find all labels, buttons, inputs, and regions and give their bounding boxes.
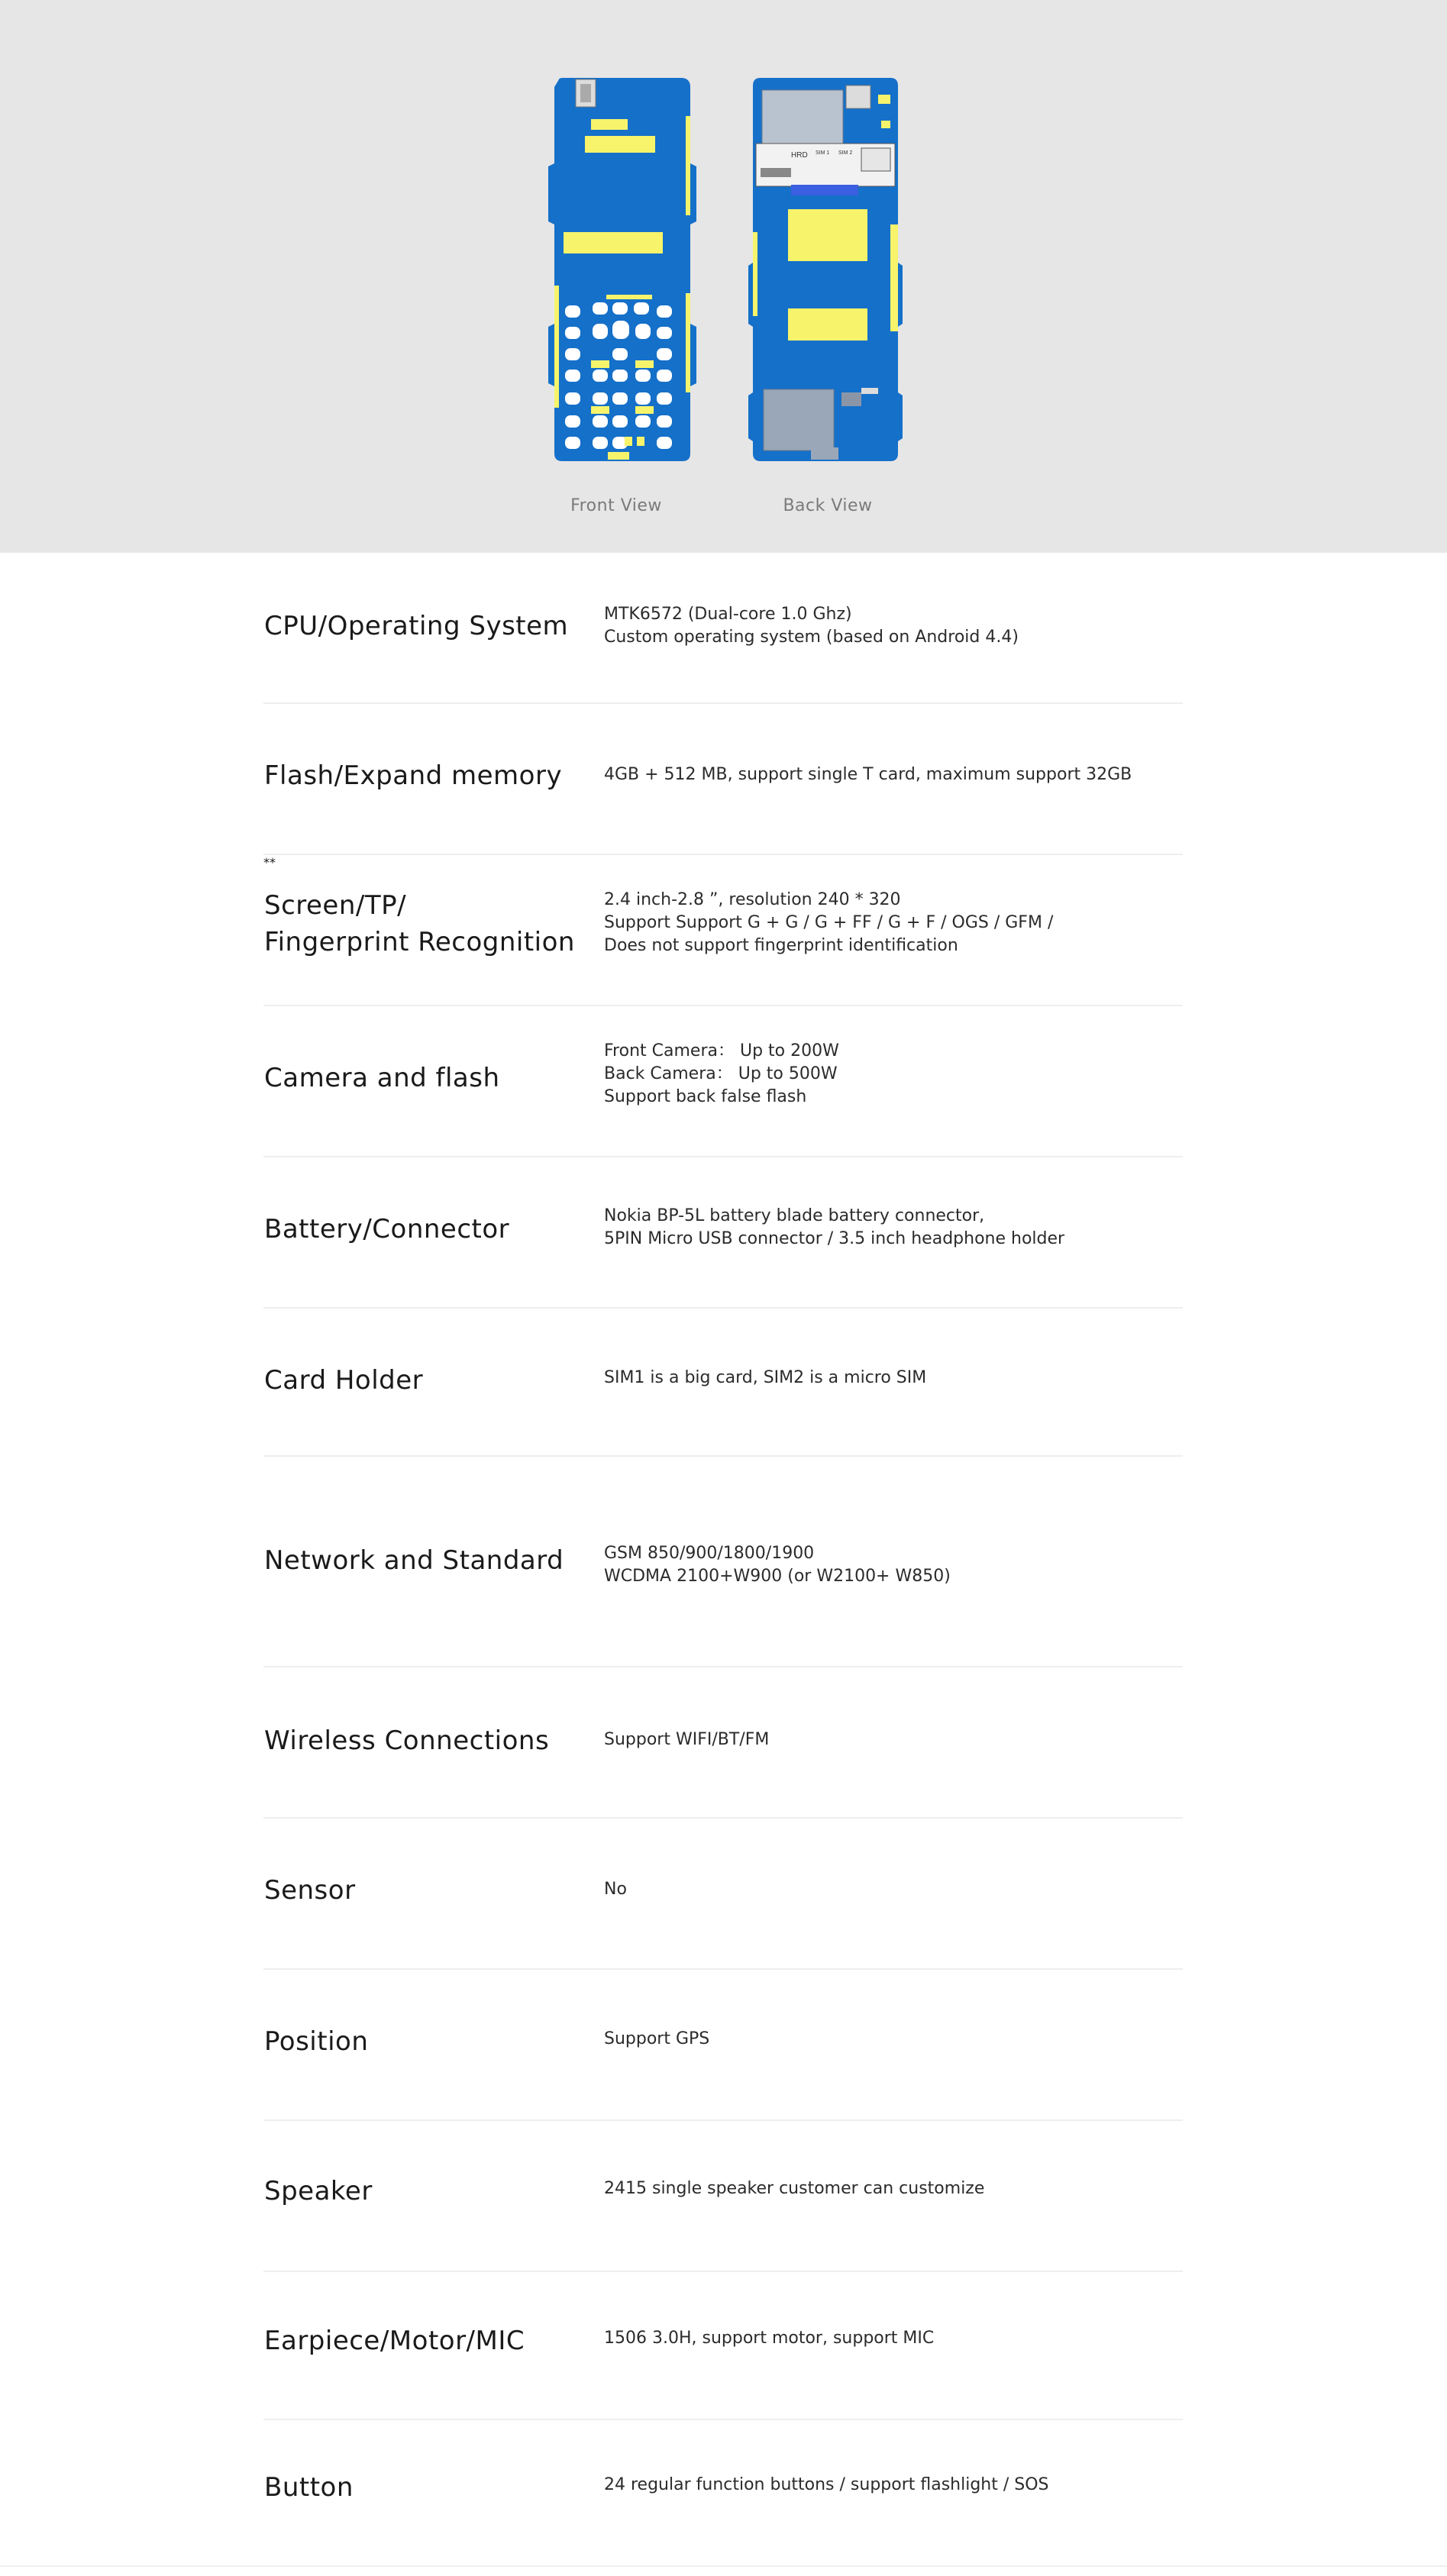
spec-row-position	[263, 1970, 1183, 2121]
back-board-image	[747, 72, 904, 466]
spec-row-speaker	[263, 2121, 1183, 2272]
spec-label: CPU/Operating System	[264, 611, 569, 641]
bottom-divider	[0, 2565, 1447, 2567]
spec-row-earpiece	[263, 2272, 1183, 2420]
spec-row-wireless	[263, 1667, 1183, 1819]
spec-value: Support WIFI/BT/FM	[604, 1730, 770, 1749]
spec-table	[0, 553, 1447, 2576]
back-board-text: SIM 2	[838, 150, 853, 156]
front-view-caption: Front View	[570, 496, 662, 515]
spec-label: Card Holder	[264, 1365, 424, 1396]
spec-value: No	[604, 1880, 627, 1899]
spec-label: Earpiece/Motor/MIC	[264, 2326, 525, 2356]
spec-value: MTK6572 (Dual-core 1.0 Ghz) Custom operating system (based on Android 4.4)	[604, 605, 1019, 647]
spec-label: Position	[264, 2026, 369, 2057]
spec-row-button	[263, 2420, 1183, 2567]
spec-value: 1506 3.0H, support motor, support MIC	[604, 2329, 935, 2348]
spec-value: SIM1 is a big card, SIM2 is a micro SIM	[604, 1368, 927, 1387]
spec-label: Battery/Connector	[264, 1214, 510, 1244]
spec-label: Camera and flash	[264, 1063, 500, 1093]
spec-value: 4GB + 512 MB, support single T card, maximum support 32GB	[604, 765, 1132, 784]
spec-label: Wireless Connections	[264, 1725, 550, 1756]
spec-label: Speaker	[264, 2176, 373, 2206]
hero-banner	[0, 0, 1447, 553]
spec-value: Nokia BP-5L battery blade battery connector, 5PIN Micro USB connector / 3.5 inch headphone holder	[604, 1206, 1065, 1248]
spec-row-screen: Screen/TP/ Fingerprint Recognition ** 2.4 inch-2.8 ”, resolution 240 * 320 Support Support G + G / G + FF / G + F / OGS / GFM / Does not support fingerprint identification	[263, 855, 1183, 1006]
spec-row-cpu	[263, 553, 1183, 704]
spec-row-network	[263, 1458, 1183, 1667]
spec-label: Sensor	[264, 1875, 356, 1906]
spec-row-memory	[263, 704, 1183, 855]
spec-value: GSM 850/900/1800/1900 WCDMA 2100+W900 (or W2100+ W850)	[604, 1544, 951, 1586]
front-board-image	[544, 72, 701, 466]
spec-row-card-holder	[263, 1309, 1183, 1457]
back-board-text: HRD	[791, 151, 808, 160]
spec-value: Support GPS	[604, 2029, 710, 2048]
spec-label: Network and Standard	[264, 1545, 564, 1576]
back-view-caption: Back View	[783, 496, 873, 515]
spec-label: Screen/TP/ Fingerprint Recognition	[264, 890, 575, 957]
spec-value: 2415 single speaker customer can customize	[604, 2179, 985, 2198]
spec-value: 2.4 inch-2.8 ”, resolution 240 * 320 Support Support G + G / G + FF / G + F / OGS / GFM / Does not support fingerprint identification	[604, 890, 1054, 955]
spec-value: 24 regular function buttons / support flashlight / SOS	[604, 2475, 1049, 2494]
spec-label: Flash/Expand memory	[264, 760, 563, 791]
spec-row-battery	[263, 1157, 1183, 1309]
spec-value: Front Camera： Up to 200W Back Camera： Up to 500W Support back false flash	[604, 1041, 839, 1106]
spec-row-camera	[263, 1006, 1183, 1157]
spec-row-sensor	[263, 1819, 1183, 1970]
back-board-text: SIM 1	[816, 150, 830, 156]
spec-label: Button	[264, 2472, 354, 2503]
